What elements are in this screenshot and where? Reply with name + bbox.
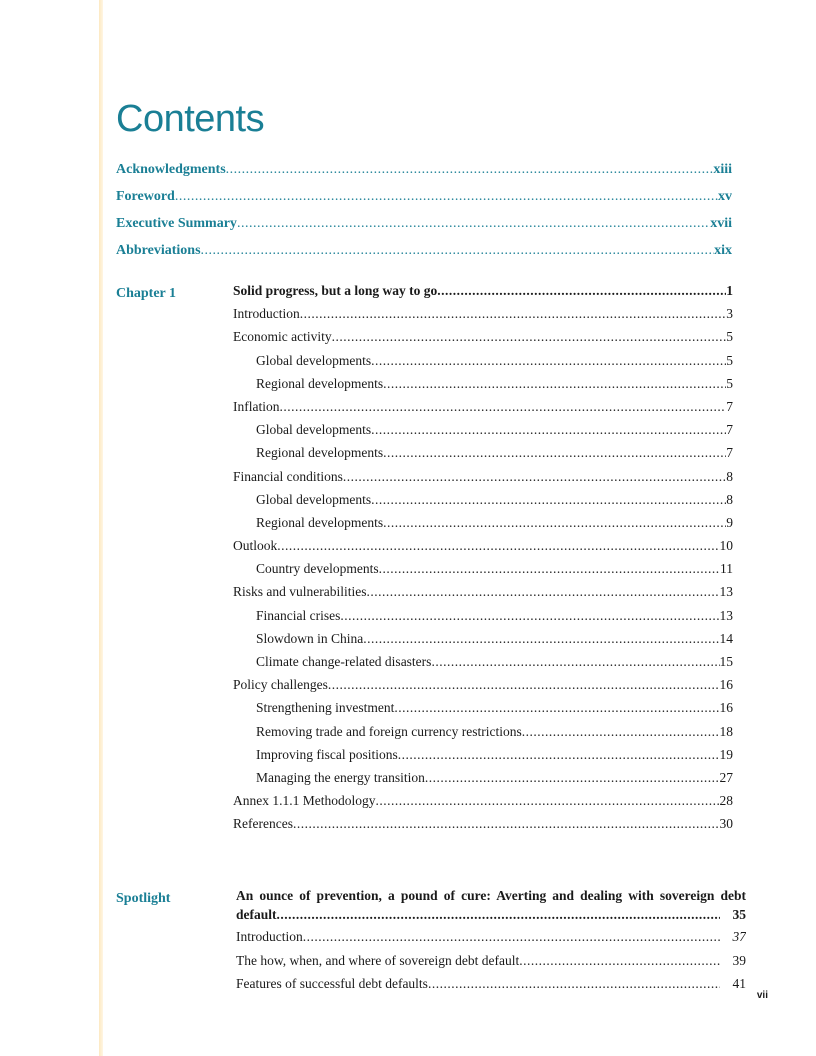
leader-dots [277, 907, 721, 923]
toc-subentry[interactable] [233, 700, 733, 723]
leader-dots [343, 469, 726, 485]
leader-dots [328, 677, 720, 693]
leader-dots [293, 816, 720, 832]
toc-entry-label: Country developments [256, 561, 379, 577]
toc-entry-page: 8 [726, 468, 733, 484]
leader-dots [383, 376, 726, 392]
toc-entry-label: Annex 1.1.1 Methodology [233, 793, 376, 809]
toc-subentry[interactable] [233, 376, 733, 399]
toc-entry-page: 39 [732, 952, 746, 968]
chapter-1-label: Chapter 1 [116, 286, 177, 301]
front-matter-list [116, 162, 732, 270]
toc-entry-page: 28 [719, 793, 733, 809]
toc-entry-label: Features of successful debt defaults [236, 976, 428, 991]
toc-entry-label: Policy challenges [233, 677, 328, 693]
toc-entry[interactable] [233, 306, 733, 329]
toc-entry-label: default [236, 907, 277, 922]
toc-subentry[interactable] [233, 445, 733, 468]
toc-entry-label: The how, when, and where of sovereign debt default [236, 952, 520, 968]
toc-entry-page: 27 [719, 769, 733, 785]
toc-entry-acknowledgments[interactable] [116, 162, 732, 189]
toc-entry-label: Outlook [233, 538, 278, 554]
toc-entry-page: 5 [726, 375, 733, 391]
toc-entry-label: Global developments [256, 352, 372, 368]
leader-dots [425, 770, 720, 786]
toc-entry[interactable] [233, 329, 733, 352]
toc-entry-page: 16 [719, 700, 733, 716]
toc-entry-label: Risks and vulnerabilities [233, 584, 367, 600]
toc-entry-page: 37 [732, 929, 746, 944]
chapter-1-toc [233, 283, 733, 840]
toc-entry-foreword[interactable] [116, 189, 732, 216]
toc-entry-label: Removing trade and foreign currency restrictions [256, 723, 522, 739]
toc-entry-label: Foreword [116, 189, 175, 204]
toc-entry-page: 10 [719, 538, 733, 554]
toc-entry-label: Solid progress, but a long way to go [233, 283, 438, 298]
toc-entry-label: Strengthening investment [256, 700, 395, 716]
toc-entry-page: 8 [726, 491, 733, 507]
toc-entry-page: xvii [710, 216, 732, 231]
spotlight-label: Spotlight [116, 891, 171, 906]
leader-dots [363, 631, 719, 647]
toc-subentry[interactable] [233, 353, 733, 376]
toc-entry-label: References [233, 816, 293, 832]
toc-entry[interactable] [233, 816, 733, 839]
leader-dots [303, 929, 720, 945]
toc-entry-label: Economic activity [233, 329, 332, 345]
toc-subentry[interactable] [233, 515, 733, 538]
toc-entry[interactable] [233, 538, 733, 561]
toc-entry-page: 16 [719, 677, 733, 693]
spotlight-title-line[interactable]: An ounce of prevention, a pound of cure: Averting and dealing with sovereign debt [236, 888, 746, 903]
leader-dots [522, 724, 720, 740]
leader-dots [371, 422, 726, 438]
toc-entry-page: 5 [726, 329, 733, 345]
leader-dots [280, 399, 727, 415]
leader-dots [332, 329, 727, 345]
toc-entry[interactable] [236, 976, 746, 1000]
toc-entry-page: 7 [726, 422, 733, 438]
leader-dots [383, 515, 726, 531]
leader-dots [371, 492, 726, 508]
toc-entry-page: 7 [726, 445, 733, 461]
toc-entry[interactable] [233, 677, 733, 700]
toc-entry-label: Introduction [236, 929, 303, 944]
leader-dots [340, 608, 719, 624]
toc-entry-page: 14 [719, 630, 733, 646]
toc-entry-page: 18 [719, 723, 733, 739]
toc-entry-page: 7 [726, 398, 733, 414]
toc-entry-chapter-title[interactable] [233, 283, 733, 306]
toc-subentry[interactable] [233, 608, 733, 631]
leader-dots [226, 162, 714, 178]
leader-dots [201, 243, 715, 259]
toc-entry-label: Slowdown in China [256, 630, 364, 646]
leader-dots [379, 561, 720, 577]
toc-subentry[interactable] [233, 747, 733, 770]
leader-dots [300, 306, 727, 322]
toc-subentry[interactable] [233, 724, 733, 747]
leader-dots [366, 584, 719, 600]
leader-dots [519, 953, 720, 969]
toc-subentry[interactable] [233, 654, 733, 677]
toc-entry-page: 9 [726, 514, 733, 530]
toc-entry-page: xiii [713, 162, 732, 177]
leader-dots [394, 700, 719, 716]
toc-entry-label: Regional developments [256, 514, 384, 530]
toc-entry-page: xix [714, 243, 732, 258]
toc-entry[interactable] [233, 793, 733, 816]
toc-entry-label: Global developments [256, 491, 372, 507]
leader-dots [398, 747, 720, 763]
spotlight-toc [236, 888, 746, 1000]
leader-dots [376, 793, 720, 809]
leader-dots [277, 538, 719, 554]
leader-dots [237, 216, 710, 232]
toc-entry-page: 3 [726, 306, 733, 322]
toc-entry-executive-summary[interactable] [116, 216, 732, 243]
toc-entry-label: Financial crises [256, 607, 341, 623]
toc-entry-spotlight-title[interactable] [236, 907, 746, 929]
toc-entry-page: 13 [719, 607, 733, 623]
toc-entry-page: 35 [732, 907, 746, 922]
page-number: vii [756, 990, 768, 1001]
toc-entry-page: 19 [719, 746, 733, 762]
page-title: Contents [116, 98, 265, 140]
toc-entry-label: Executive Summary [116, 216, 237, 231]
toc-entry-page: 11 [720, 561, 733, 577]
toc-entry-page: 1 [726, 283, 733, 298]
margin-rule [99, 0, 103, 1056]
toc-entry-label: Abbreviations [116, 243, 201, 258]
toc-entry-page: xv [718, 189, 732, 204]
toc-entry-label: Climate change-related disasters [256, 654, 432, 669]
toc-entry[interactable] [233, 469, 733, 492]
toc-entry[interactable] [233, 584, 733, 607]
toc-subentry[interactable] [233, 492, 733, 515]
toc-entry[interactable] [233, 399, 733, 422]
toc-entry-label: Financial conditions [233, 468, 343, 484]
leader-dots [383, 445, 726, 461]
toc-entry-label: Acknowledgments [116, 162, 226, 177]
toc-entry-label: Inflation [233, 398, 280, 414]
toc-entry-label: Improving fiscal positions [256, 746, 398, 762]
toc-subentry[interactable] [233, 631, 733, 654]
leader-dots [437, 283, 726, 299]
toc-subentry[interactable] [233, 770, 733, 793]
toc-entry-label: Managing the energy transition [256, 769, 425, 785]
toc-entry-page: 5 [726, 352, 733, 368]
toc-entry-page: 15 [719, 654, 733, 669]
toc-entry-label: Global developments [256, 422, 372, 438]
toc-subentry[interactable] [233, 561, 733, 584]
toc-entry-page: 13 [719, 584, 733, 600]
leader-dots [175, 189, 718, 205]
toc-entry-label: Regional developments [256, 445, 384, 461]
toc-entry-abbreviations[interactable] [116, 243, 732, 270]
leader-dots [371, 353, 726, 369]
toc-entry-page: 41 [732, 976, 746, 991]
toc-entry-label: Regional developments [256, 375, 384, 391]
toc-entry[interactable] [236, 953, 746, 977]
toc-entry-label: Introduction [233, 306, 300, 322]
leader-dots [431, 654, 719, 670]
toc-entry-page: 30 [719, 816, 733, 832]
toc-subentry[interactable] [233, 422, 733, 445]
toc-entry[interactable] [236, 929, 746, 953]
leader-dots [428, 976, 720, 992]
